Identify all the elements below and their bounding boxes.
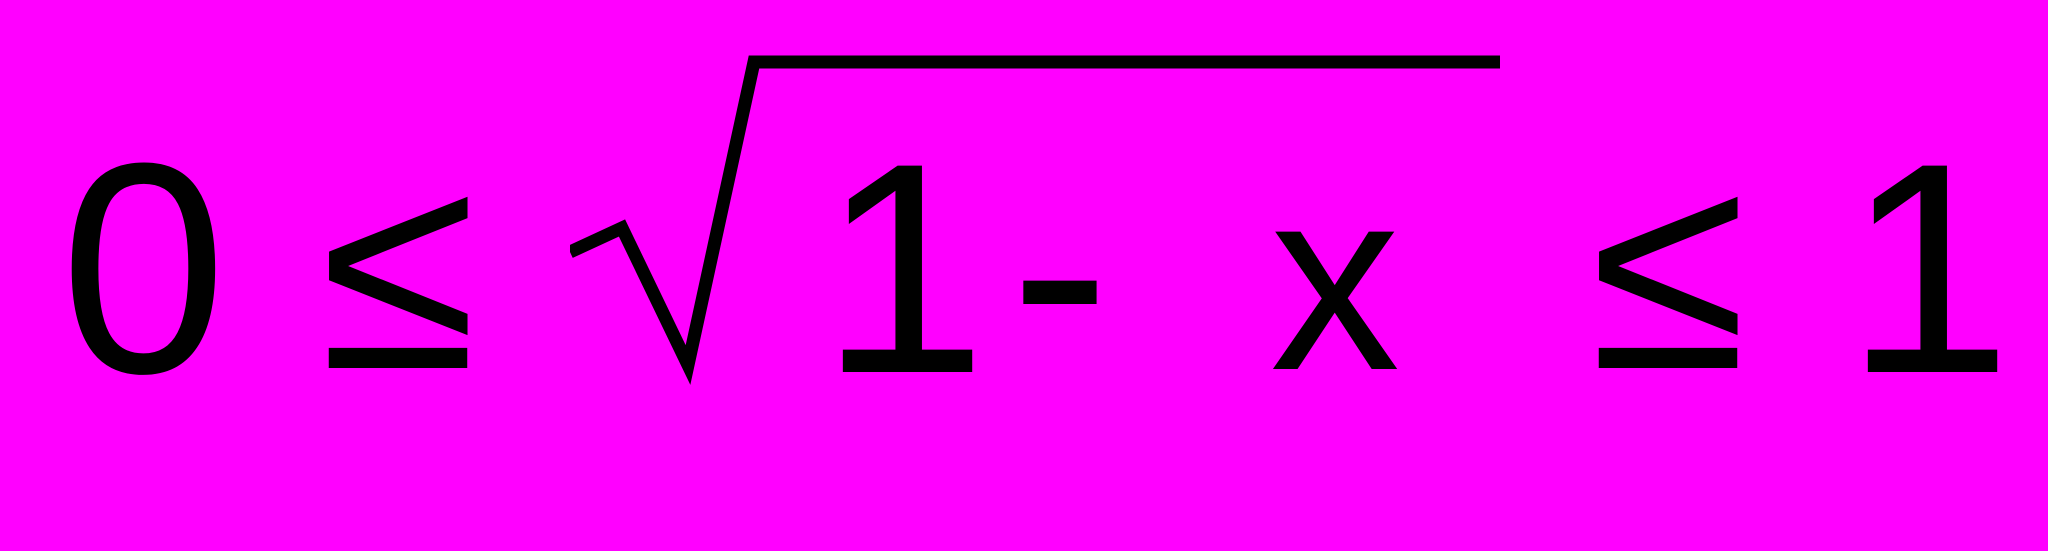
radicand-minus-operator: - [1010,100,1110,436]
radicand-first-term: 1 [820,100,987,436]
less-than-or-equal-icon-right: ≤ [1590,111,1747,429]
right-bound-one: 1 [1845,100,2012,436]
less-than-or-equal-icon-left: ≤ [320,111,477,429]
radicand-variable-x: x [1270,135,1400,425]
left-bound-zero: 0 [60,100,227,436]
